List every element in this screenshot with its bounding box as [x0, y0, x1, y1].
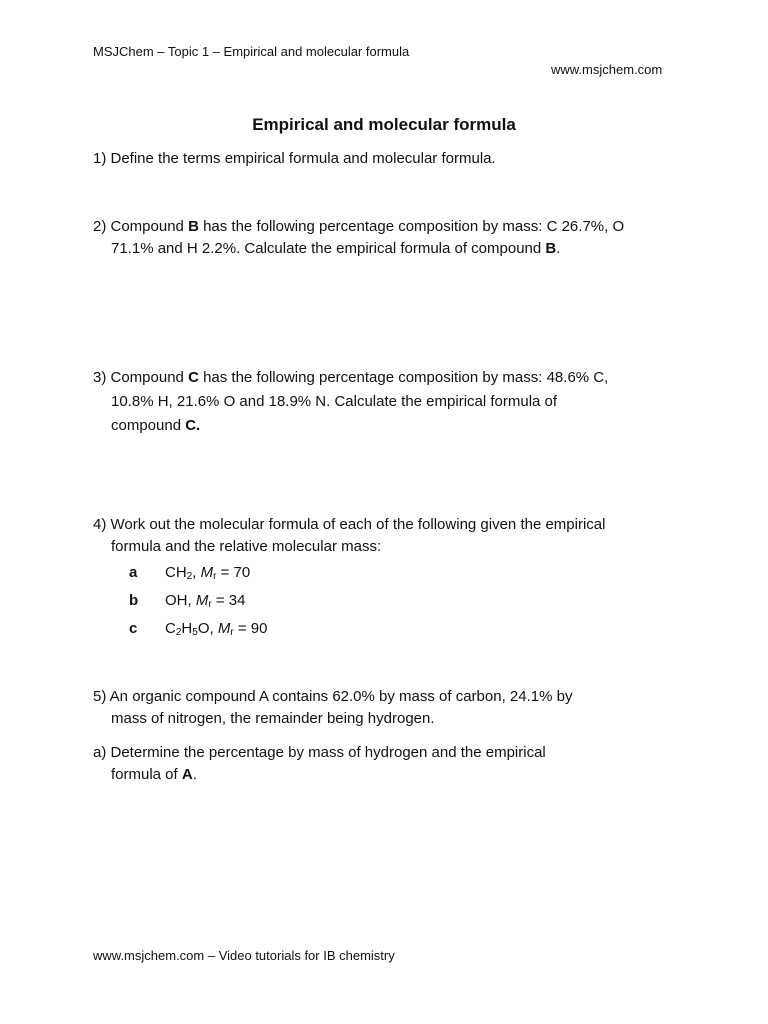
question-5a-line-1: a) Determine the percentage by mass of hydrogen and the empirical [93, 744, 546, 761]
mr-value: = 34 [211, 592, 246, 609]
mr-value: = 90 [233, 620, 268, 637]
question-4-line-2: formula and the relative molecular mass: [111, 538, 382, 555]
question-5a-line-2 [93, 764, 546, 786]
text-span: CH [165, 564, 187, 581]
subscript: r [230, 627, 234, 638]
item-formula: $C_2H_5O$, $M_r = 90$ [165, 620, 268, 638]
subscript: 2 [186, 571, 193, 582]
item-formula: OH, $M_r = 34$ [165, 592, 246, 610]
text-span: OH [165, 592, 188, 609]
subscript: 5 [192, 627, 198, 638]
text-span: compound [111, 417, 186, 434]
item-letter: b [129, 592, 139, 609]
compound-label: B [545, 240, 557, 257]
text-span: O [197, 620, 210, 637]
compound-label: B [188, 218, 199, 235]
text-span: has the following percentage composition by mass: C 26.7%, O [198, 218, 625, 235]
question-1 [93, 148, 496, 170]
text-span: 71.1% and H 2.2%. Calculate the empirical formula of compound [111, 240, 546, 257]
item-letter: a [129, 564, 138, 581]
mr-symbol: M [200, 564, 214, 581]
text-span: formula of [111, 766, 182, 783]
text-span: 2) Compound [93, 218, 189, 235]
text-span: 3) Compound [93, 369, 189, 386]
question-4-line-1: 4) Work out the molecular formula of each of the following given the empirical [93, 516, 606, 533]
question-5a [93, 742, 546, 786]
text-span: H [181, 620, 193, 637]
mr-symbol: M [217, 620, 231, 637]
question-3-line-3 [93, 414, 608, 438]
compound-label: C [188, 369, 199, 386]
mr-value: = 70 [216, 564, 251, 581]
question-5 [93, 686, 572, 730]
text-span: has the following percentage composition by mass: 48.6% C, [198, 369, 609, 386]
compound-label: A [181, 766, 193, 783]
text-span: . [556, 240, 561, 257]
question-2 [93, 216, 624, 260]
question-4 [93, 514, 605, 558]
mr-symbol: M [195, 592, 209, 609]
question-2-line-1 [93, 216, 624, 238]
header-topic: MSJChem – Topic 1 – Empirical and molecular formula [93, 44, 410, 59]
question-5-line-2: mass of nitrogen, the remainder being hydrogen. [111, 710, 435, 727]
text-span: . [192, 766, 197, 783]
item-formula: $CH_2$, $M_r = 70$ [165, 564, 251, 582]
subscript: r [208, 599, 212, 610]
subscript: 2 [175, 627, 182, 638]
question-5-line-1: 5) An organic compound A contains 62.0% by mass of carbon, 24.1% by [93, 688, 573, 705]
question-3 [93, 366, 608, 438]
compound-label: C. [185, 417, 201, 434]
text-span: C [165, 620, 176, 637]
footer: www.msjchem.com – Video tutorials for IB chemistry [93, 948, 395, 963]
question-2-line-2 [93, 238, 624, 260]
question-3-line-1 [93, 366, 608, 390]
subscript: r [213, 571, 217, 582]
page-title: Empirical and molecular formula [252, 115, 516, 134]
item-letter: c [129, 620, 138, 637]
question-4-items [129, 564, 429, 654]
question-3-line-2: 10.8% H, 21.6% O and 18.9% N. Calculate the empirical formula of [111, 393, 558, 410]
question-1-text: 1) Define the terms empirical formula and molecular formula. [93, 150, 496, 167]
header-website: www.msjchem.com [551, 62, 663, 77]
